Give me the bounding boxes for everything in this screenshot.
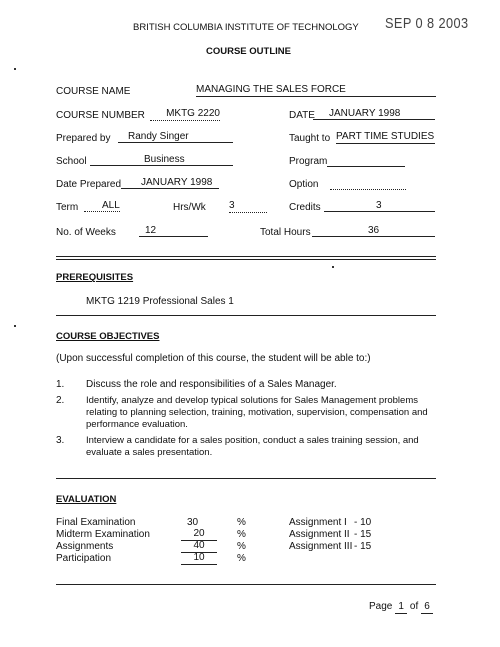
assignment-value: - 15 [354, 541, 372, 552]
option-field [330, 177, 406, 190]
evaluation-item-label: Midterm Examination [56, 529, 150, 540]
total-hours-label: Total Hours [260, 227, 311, 238]
term-field [84, 200, 120, 212]
hrs-wk-label: Hrs/Wk [173, 202, 206, 213]
school-field [90, 154, 233, 166]
scan-speck [14, 325, 16, 327]
course-number-label: COURSE NUMBER [56, 110, 145, 121]
total-hours-field [312, 225, 435, 237]
objective-text: Interview a candidate for a sales position, conduct a sales training session, and evaluate a sales presentation. [86, 435, 419, 458]
date-field [313, 108, 435, 120]
program-field [327, 154, 405, 167]
weeks-field [139, 225, 208, 237]
section-divider [56, 478, 436, 479]
scan-speck [14, 68, 16, 70]
prepared-by-field [118, 131, 233, 143]
course-number-field [150, 108, 220, 121]
total-hours-value: 36 [368, 225, 380, 236]
term-value: ALL [102, 200, 120, 211]
assignment-value: - 15 [354, 529, 372, 540]
objective-number: 3. [56, 435, 65, 446]
evaluation-item-label: Final Examination [56, 517, 136, 528]
course-name-value: MANAGING THE SALES FORCE [196, 84, 346, 95]
document-title: COURSE OUTLINE [206, 46, 291, 57]
evaluation-item-value: 30 [187, 517, 199, 528]
evaluation-heading: EVALUATION [56, 494, 117, 505]
date-prepared-field [121, 177, 219, 189]
page-label: Page [369, 601, 393, 612]
assignment-label: Assignment I [289, 517, 347, 528]
weeks-label: No. of Weeks [56, 227, 116, 238]
evaluation-item-percent: % [237, 529, 246, 540]
assignment-label: Assignment III [289, 541, 353, 552]
page-indicator [369, 601, 433, 614]
taught-to-label: Taught to [289, 133, 331, 144]
prerequisites-heading: PREREQUISITES [56, 272, 134, 283]
evaluation-item-percent: % [237, 553, 246, 564]
option-label: Option [289, 179, 319, 190]
evaluation-item-label: Participation [56, 553, 112, 564]
date-value: JANUARY 1998 [329, 108, 401, 119]
taught-to-value: PART TIME STUDIES [336, 131, 435, 142]
date-prepared-value: JANUARY 1998 [141, 177, 213, 188]
date-prepared-label: Date Prepared [56, 179, 122, 190]
page-current: 1 [395, 601, 407, 614]
assignment-label: Assignment II [289, 529, 350, 540]
objectives-heading: COURSE OBJECTIVES [56, 331, 160, 342]
program-label: Program [289, 156, 328, 167]
section-divider [56, 259, 436, 260]
scan-speck [332, 266, 334, 268]
of-label: of [409, 601, 419, 612]
credits-field [324, 200, 435, 212]
course-name-label: COURSE NAME [56, 86, 131, 97]
page-total: 6 [421, 601, 433, 614]
school-label: School [56, 156, 87, 167]
objective-number: 1. [56, 379, 65, 390]
weeks-value: 12 [145, 225, 157, 236]
course-number-value: MKTG 2220 [166, 108, 220, 119]
hrs-wk-value: 3 [229, 200, 235, 211]
section-divider [56, 584, 436, 585]
section-divider [56, 315, 436, 316]
term-label: Term [56, 202, 79, 213]
received-date-stamp: SEP 0 8 2003 [385, 15, 469, 32]
prepared-by-value: Randy Singer [128, 131, 189, 142]
evaluation-item-label: Assignments [56, 541, 114, 552]
section-divider [56, 256, 436, 257]
credits-value: 3 [376, 200, 382, 211]
school-value: Business [144, 154, 185, 165]
course-name-field [196, 84, 436, 97]
hrs-wk-field [229, 200, 267, 213]
evaluation-item-percent: % [237, 541, 246, 552]
evaluation-item-percent: % [237, 517, 246, 528]
prepared-by-label: Prepared by [56, 133, 111, 144]
objective-text: Identify, analyze and develop typical solutions for Sales Management problems relating to planning selection, training, motivation, supervision, compensation and performance evaluation. [86, 395, 428, 430]
objectives-intro: (Upon successful completion of this course, the student will be able to:) [56, 353, 371, 364]
objective-number: 2. [56, 395, 65, 406]
prerequisites-text: MKTG 1219 Professional Sales 1 [86, 296, 234, 307]
institution-name: BRITISH COLUMBIA INSTITUTE OF TECHNOLOGY [133, 22, 359, 33]
date-label: DATE [289, 110, 315, 121]
objective-text: Discuss the role and responsibilities of a Sales Manager. [86, 379, 337, 390]
evaluation-item-value: 10 [181, 552, 217, 565]
evaluation-item-value: 20 [181, 528, 217, 541]
evaluation-item-value: 40 [181, 540, 217, 553]
credits-label: Credits [289, 202, 321, 213]
taught-to-field [336, 131, 435, 144]
assignment-value: - 10 [354, 517, 372, 528]
